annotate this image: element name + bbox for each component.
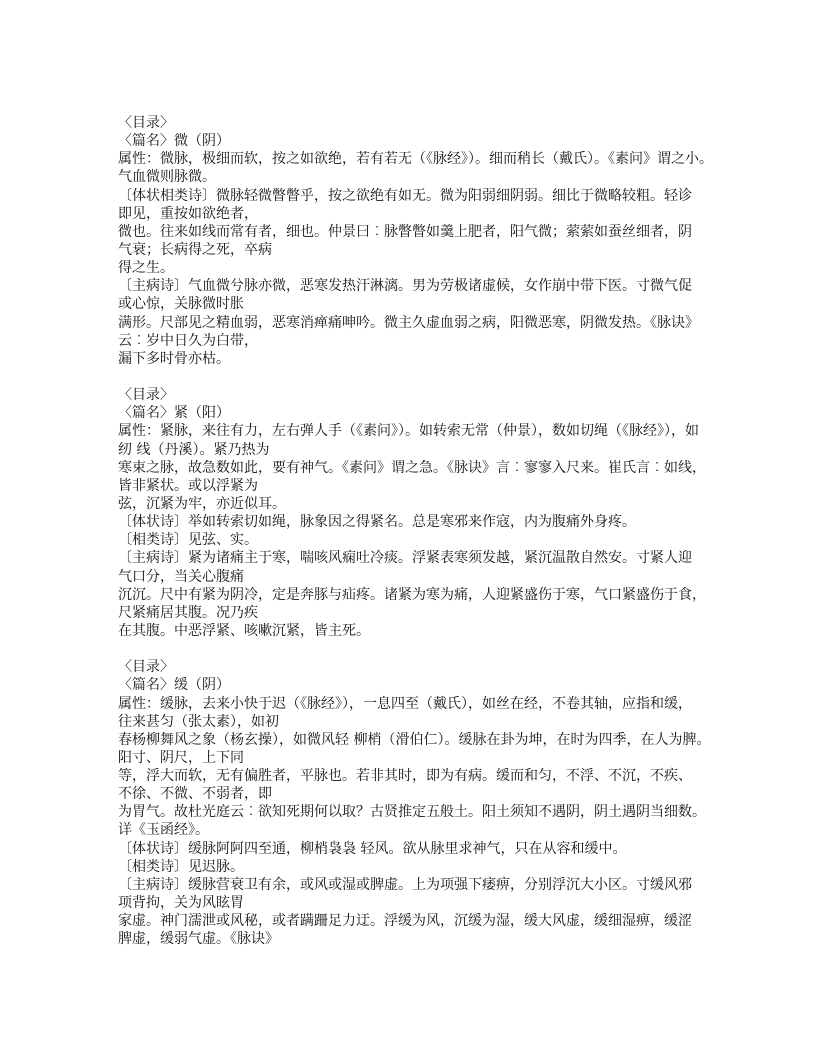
pulse-entry-section	[118, 114, 718, 368]
text-line: 得之生。	[118, 260, 174, 277]
text-line: 阳寸、阴尺，上下同	[118, 749, 244, 766]
text-line: 云︰岁中日久为白带，	[118, 332, 258, 349]
text-line: 〔主病诗〕气血微兮脉亦微，恶寒发热汗淋漓。男为劳极诸虚候，女作崩中带下医。寸微气促	[118, 278, 692, 295]
text-line: 家虚。神门濡泄或风秘，或者蹒跚足力迂。浮缓为风，沉缓为湿，缓大风虚，缓细湿痹，缓涩	[118, 913, 692, 930]
text-line: 纫 线（丹溪）。紧乃热为	[118, 441, 270, 458]
document-page	[118, 114, 718, 967]
text-line: 气血微则脉微。	[118, 169, 216, 186]
text-line: 漏下多时骨亦枯。	[118, 350, 230, 367]
text-line: 〔体状相类诗〕微脉轻微瞥瞥乎，按之欲绝有如无。微为阳弱细阴弱。细比于微略较粗。轻诊	[118, 187, 692, 204]
text-line: 微也。往来如线而常有者，细也。仲景曰︰脉瞥瞥如羹上肥者，阳气微；萦萦如蚕丝细者，阴	[118, 223, 692, 240]
text-line: 春杨柳舞风之象（杨玄操），如微风轻 柳梢（滑伯仁）。缓脉在卦为坤，在时为四季，在人为脾。	[118, 731, 711, 748]
text-line: 即见，重按如欲绝者，	[118, 205, 258, 222]
text-line: 〔主病诗〕缓脉营衰卫有余，或风或湿或脾虚。上为项强下痿痹，分别浮沉大小区。寸缓风邪	[118, 876, 692, 893]
text-line: 属性：缓脉，去来小快于迟（《脉经》），一息四至（戴氏），如丝在经，不卷其轴，应指和缓，	[118, 695, 692, 712]
text-line: 属性：微脉，极细而软，按之如欲绝，若有若无（《脉经》）。细而稍长（戴氏）。《素问》谓之小。	[118, 151, 713, 168]
toc-marker: 〈目录〉	[118, 115, 174, 131]
text-line: 皆非紧状。或以浮紧为	[118, 477, 258, 494]
text-line: 详《玉函经》。	[118, 822, 209, 839]
text-line: 项背拘，关为风眩胃	[118, 895, 244, 912]
text-line: 不徐、不微、不弱者，即	[118, 786, 272, 803]
text-line: 〔体状诗〕缓脉阿阿四至通，柳梢袅袅 轻风。欲从脉里求神气，只在从容和缓中。	[118, 840, 627, 857]
entry-title: 〈篇名〉微（阴）	[118, 133, 230, 150]
entry-title: 〈篇名〉紧（阳）	[118, 405, 230, 422]
text-line: 寒束之脉，故急数如此，要有神气。《素问》谓之急。《脉诀》言︰寥寥入尺来。崔氏言︰如线，	[118, 459, 706, 476]
text-line: 弦，沉紧为牢，亦近似耳。	[118, 495, 286, 512]
pulse-entry-section	[118, 386, 718, 640]
text-line: 气衰；长病得之死，卒病	[118, 241, 272, 258]
text-line: 等，浮大而软，无有偏胜者，平脉也。若非其时，即为有病。缓而和匀，不浮、不沉，不疾、	[118, 768, 692, 785]
text-line: 〔主病诗〕紧为诸痛主于寒，喘咳风痫吐冷痰。浮紧表寒须发越，紧沉温散自然安。寸紧人迎	[118, 550, 692, 567]
text-line: 满形。尺部见之精血弱，恶寒消瘅痛呻吟。微主久虚血弱之病，阳微恶寒，阴微发热。《脉诀》	[118, 314, 699, 331]
text-line: 往来甚匀（张太素），如初	[118, 713, 279, 730]
text-line: 〔体状诗〕举如转索切如绳，脉象因之得紧名。总是寒邪来作寇，内为腹痛外身疼。	[118, 514, 636, 531]
entry-title: 〈篇名〉缓（阴）	[118, 677, 230, 694]
text-line: 气口分，当关心腹痛	[118, 568, 244, 585]
text-line: 〔相类诗〕见迟脉。	[118, 858, 244, 875]
text-line: 〔相类诗〕见弦、实。	[118, 532, 258, 549]
text-line: 属性：紧脉，来往有力，左右弹人手（《素问》）。如转索无常（仲景），数如切绳（《脉经》），如	[118, 423, 699, 440]
text-line: 为胃气。故杜光庭云︰欲知死期何以取？古贤推定五般土。阳土须知不遇阴，阴土遇阴当细数。	[118, 804, 706, 821]
text-line: 沉沉。尺中有紧为阴冷，定是奔豚与疝疼。诸紧为寒为痛，人迎紧盛伤于寒，气口紧盛伤于食，	[118, 586, 706, 603]
text-line: 或心惊，关脉微时胀	[118, 296, 244, 313]
text-line: 脾虚，缓弱气虚。《脉诀》	[118, 931, 279, 948]
text-line: 尺紧痛居其腹。况乃疾	[118, 604, 258, 621]
toc-marker: 〈目录〉	[118, 387, 174, 404]
pulse-entry-section	[118, 658, 718, 948]
toc-marker: 〈目录〉	[118, 659, 174, 676]
text-line: 在其腹。中恶浮紧、咳嗽沉紧，皆主死。	[118, 622, 370, 639]
